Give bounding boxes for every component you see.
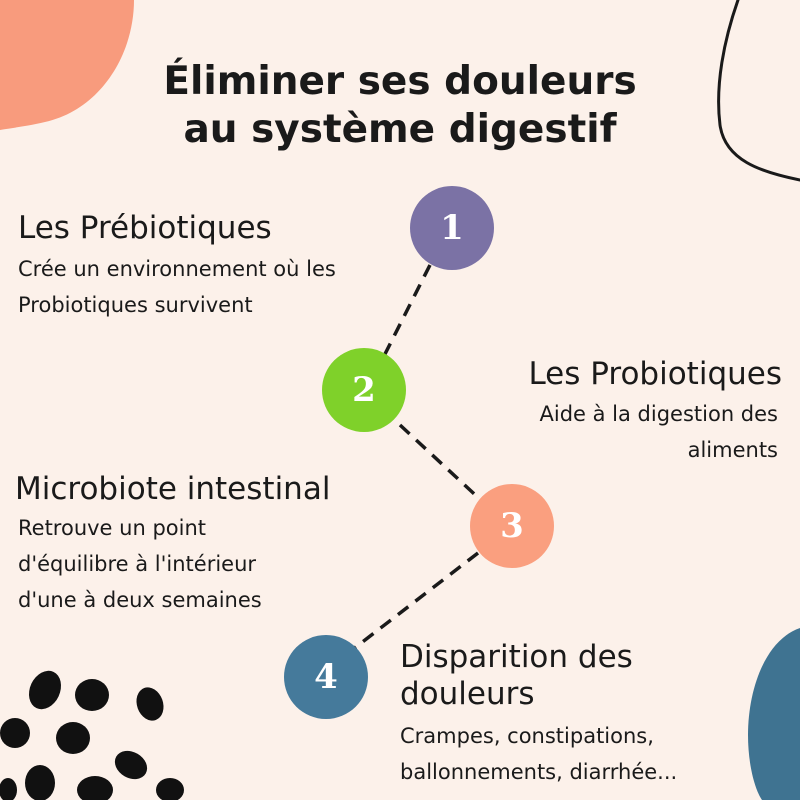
- step-3-number: 3: [500, 506, 524, 546]
- step-3-description: Retrouve un point d'équilibre à l'intérieur d'une à deux semaines: [18, 516, 262, 612]
- step-3-circle: [470, 484, 554, 568]
- black-dots: [0, 666, 184, 800]
- step-1-number: 1: [440, 208, 464, 248]
- step-1-heading: Les Prébiotiques: [18, 210, 272, 246]
- blob-bottom-right: [748, 628, 800, 800]
- page-title: Éliminer ses douleurs au système digestif: [163, 59, 637, 152]
- step-4-circle: [284, 635, 368, 719]
- step-2-circle: [322, 348, 406, 432]
- step-1-description: Crée un environnement où les Probiotiques survivent: [18, 257, 336, 317]
- step-3-heading: Microbiote intestinal: [15, 471, 331, 507]
- step-4-heading: Disparition des douleurs: [400, 639, 633, 712]
- step-1-circle: [410, 186, 494, 270]
- step-4-number: 4: [314, 657, 338, 697]
- connector-lines: [352, 265, 484, 650]
- step-2-description: Aide à la digestion des aliments: [539, 402, 778, 462]
- step-2-number: 2: [352, 370, 376, 410]
- step-4-description: Crampes, constipations, ballonnements, diarrhée...: [400, 724, 678, 784]
- step-2-heading: Les Probiotiques: [528, 356, 782, 392]
